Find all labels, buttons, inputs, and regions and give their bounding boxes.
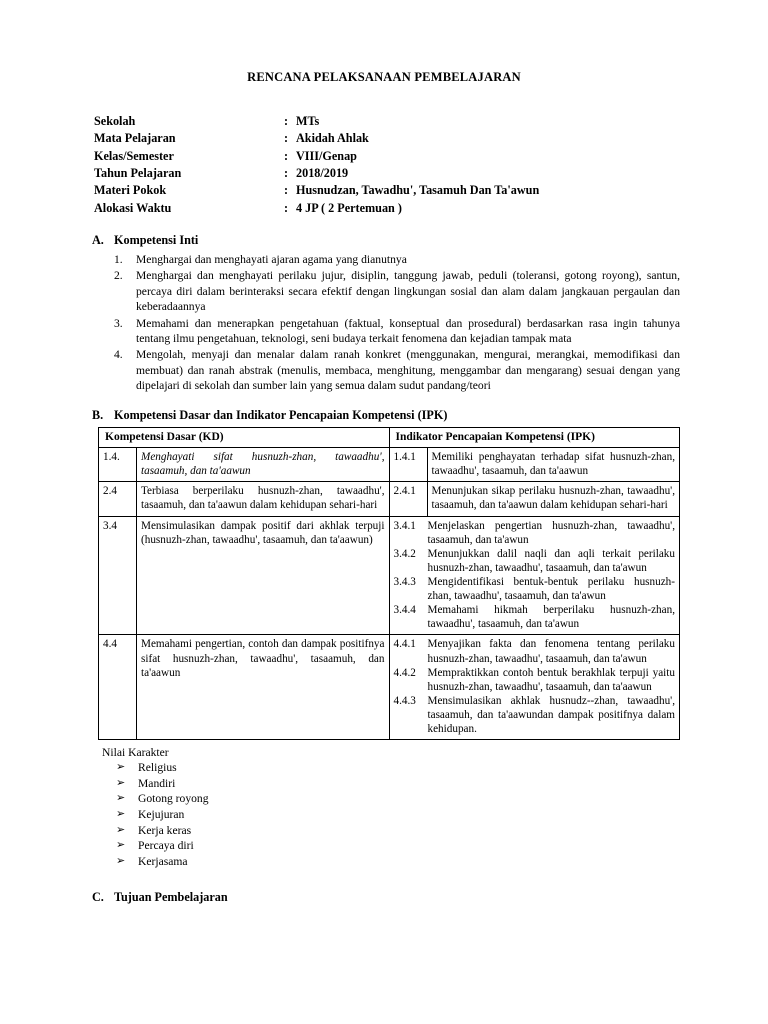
table-row <box>99 516 680 635</box>
arrow-bullet-icon: ➢ <box>116 792 126 805</box>
identity-label: Sekolah <box>94 114 136 128</box>
section-title: Tujuan Pembelajaran <box>114 889 228 904</box>
kd-text: Menghayati sifat husnuzh-zhan, tawaadhu', tasaamuh, dan ta'aawun <box>137 448 390 482</box>
ipk-text: Mengidentifikasi bentuk-bentuk perilaku husnuzh-zhan, tawaadhu', tasaamuh, dan ta'awun <box>427 575 675 603</box>
list-item <box>116 838 680 854</box>
nilai-karakter-block <box>102 746 680 869</box>
list-item <box>116 807 680 823</box>
table-row <box>99 482 680 516</box>
identity-colon: : <box>284 114 289 128</box>
ipk-item <box>394 519 676 547</box>
ipk-code: 3.4.1 <box>393 519 416 532</box>
list-item-text: Gotong royong <box>138 792 209 806</box>
kd-text: Memahami pengertian, contoh dan dampak positifnya sifat husnuzh-zhan, tawaadhu', tasaamuh, dan ta'aawun <box>137 635 390 740</box>
list-item <box>116 791 680 807</box>
list-item-text: Kejujuran <box>138 808 185 822</box>
list-item-text: Menghargai dan menghayati ajaran agama yang dianutnya <box>136 252 407 266</box>
list-item <box>114 316 680 347</box>
identity-value: Akidah Ahlak <box>296 131 369 146</box>
list-item <box>114 252 680 267</box>
kd-code: 2.4 <box>99 482 137 516</box>
identity-label: Mata Pelajaran <box>94 131 176 146</box>
list-item-number: 2. <box>114 269 123 283</box>
list-item-text: Kerja keras <box>138 823 192 837</box>
table-row <box>99 448 680 482</box>
ipk-item <box>394 637 676 665</box>
list-item <box>116 776 680 792</box>
list-item-text: Religius <box>138 761 177 775</box>
list-item-text: Percaya diri <box>138 839 194 853</box>
identity-label: Alokasi Waktu <box>94 200 172 215</box>
identity-row <box>94 130 680 147</box>
ipk-group <box>389 635 680 740</box>
arrow-bullet-icon: ➢ <box>116 761 126 774</box>
ipk-text: Mensimulasikan akhlak husnudz--zhan, tawaadhu', tasaamuh, dan ta'aawundan dampak positifnya dalam kehidupan. <box>427 694 675 736</box>
list-item <box>114 347 680 393</box>
ipk-code: 2.4.1 <box>389 482 427 516</box>
kd-text: Terbiasa berperilaku husnuzh-zhan, tawaadhu', tasaamuh, dan ta'aawun dalam kehidupan sehari-hari <box>137 482 390 516</box>
table-row <box>99 635 680 740</box>
list-item <box>114 268 680 314</box>
ipk-text: Memahami hikmah berperilaku husnuzh-zhan, tawaadhu', tasaamuh, dan ta'awun <box>427 604 675 631</box>
kd-text: Mensimulasikan dampak positif dari akhlak terpuji (husnuzh-zhan, tawaadhu', tasaamuh, dan ta'aawun) <box>137 516 390 635</box>
identity-value: Husnudzan, Tawadhu', Tasamuh Dan Ta'awun <box>296 183 540 198</box>
section-kompetensi-inti <box>88 233 680 394</box>
section-heading <box>88 890 680 905</box>
kompetensi-inti-list <box>88 252 680 394</box>
ipk-text: Menyajikan fakta dan fenomena tentang perilaku husnuzh-zhan, tawaadhu', tasaamuh, dan ta'awun <box>427 638 675 665</box>
list-item-text: Kerjasama <box>138 855 188 869</box>
list-item <box>116 760 680 776</box>
list-item-number: 3. <box>114 316 123 330</box>
ipk-text: Menunjukkan dalil naqli dan aqli terkait perilaku husnuzh-zhan, tawaadhu', tasaamuh, dan ta'awun <box>427 547 675 574</box>
ipk-text: Menjelaskan pengertian husnuzh-zhan, tawaadhu', tasaamuh, dan ta'awun <box>427 519 675 546</box>
arrow-bullet-icon: ➢ <box>116 855 126 868</box>
ipk-code: 4.4.2 <box>393 666 416 679</box>
arrow-bullet-icon: ➢ <box>116 808 126 821</box>
list-item-text: Menghargai dan menghayati perilaku jujur, disiplin, tanggung jawab, peduli (toleransi, gotong royong), santun, percaya diri dalam berinteraksi secara efektif dengan lingkungan sosial dan alam dalam jangkauan pergaulan dan keberadaannya <box>136 269 680 314</box>
identity-colon: : <box>284 200 289 215</box>
nilai-karakter-list <box>102 760 680 869</box>
identity-value: VIII/Genap <box>296 148 357 163</box>
section-title: Kompetensi Inti <box>114 232 199 247</box>
identity-row <box>94 182 680 199</box>
ipk-code: 3.4.3 <box>393 575 416 588</box>
section-title: Kompetensi Dasar dan Indikator Pencapaian Kompetensi (IPK) <box>114 407 448 422</box>
list-item-text: Memahami dan menerapkan pengetahuan (faktual, konseptual dan prosedural) berdasarkan rasa ingin tahunya tentang ilmu pengetahuan, teknologi, seni budaya terkait fenomena dan kejadian tampak mata <box>136 316 680 345</box>
ipk-text: Menunjukan sikap perilaku husnuzh-zhan, tawaadhu', tasaamuh, dan ta'aawun dalam kehidupan sehari-hari <box>427 482 680 516</box>
arrow-bullet-icon: ➢ <box>116 776 126 789</box>
identity-value: 2018/2019 <box>296 165 349 180</box>
kd-code: 4.4 <box>99 635 137 740</box>
identity-row <box>94 165 680 182</box>
identity-row <box>94 113 680 130</box>
ipk-text: Mempraktikkan contoh bentuk berakhlak terpuji yaitu husnuzh-zhan, tawaadhu', tasaamuh, dan ta'aawun <box>427 666 675 693</box>
ipk-code: 4.4.3 <box>393 694 416 707</box>
identity-colon: : <box>284 183 289 198</box>
identity-colon: : <box>284 148 289 163</box>
ipk-text: Memiliki penghayatan terhadap sifat husnuzh-zhan, tawaadhu', tasaamuh, dan ta'aawun <box>427 448 680 482</box>
list-item <box>116 823 680 839</box>
identity-row <box>94 200 680 217</box>
section-tujuan-pembelajaran <box>88 890 680 905</box>
identity-value: MTs <box>296 114 320 128</box>
identity-label: Kelas/Semester <box>94 148 174 163</box>
ipk-item <box>394 575 676 603</box>
list-item-text: Mandiri <box>138 776 176 790</box>
nilai-karakter-title: Nilai Karakter <box>102 746 169 760</box>
kd-code: 3.4 <box>99 516 137 635</box>
section-letter: C. <box>92 889 104 904</box>
ipk-item <box>394 666 676 694</box>
table-header-row <box>99 427 680 447</box>
list-item-number: 4. <box>114 348 123 362</box>
list-item-number: 1. <box>114 252 123 266</box>
list-item <box>116 854 680 870</box>
section-heading <box>88 408 680 423</box>
ipk-item <box>394 694 676 736</box>
kd-code: 1.4. <box>99 448 137 482</box>
identity-block <box>94 113 680 217</box>
identity-colon: : <box>284 165 289 180</box>
arrow-bullet-icon: ➢ <box>116 823 126 836</box>
column-header-ipk: Indikator Pencapaian Kompetensi (IPK) <box>389 427 680 447</box>
page-title: RENCANA PELAKSANAAN PEMBELAJARAN <box>247 70 521 84</box>
section-letter: A. <box>92 232 104 247</box>
ipk-item <box>394 547 676 575</box>
list-item-text: Mengolah, menyaji dan menalar dalam ranah konkret (menggunakan, mengurai, merangkai, memodifikasi dan membuat) dan ranah abstrak (menulis, membaca, menghitung, menggambar dan mengarang) sesuai dengan yang dipelajari di sekolah dan sumber lain yang semua dalam sudut pandang/teori <box>136 348 680 393</box>
ipk-code: 4.4.1 <box>393 638 416 651</box>
section-letter: B. <box>92 407 104 422</box>
ipk-code: 3.4.4 <box>393 604 416 617</box>
identity-label: Tahun Pelajaran <box>94 165 182 180</box>
ipk-item <box>394 603 676 631</box>
column-header-kd: Kompetensi Dasar (KD) <box>99 427 390 447</box>
section-heading <box>88 233 680 248</box>
identity-label: Materi Pokok <box>94 183 167 198</box>
arrow-bullet-icon: ➢ <box>116 839 126 852</box>
ipk-code: 1.4.1 <box>389 448 427 482</box>
ipk-group <box>389 516 680 635</box>
section-kompetensi-dasar <box>88 408 680 870</box>
identity-value: 4 JP ( 2 Pertemuan ) <box>296 200 402 215</box>
kd-ipk-table <box>98 427 680 741</box>
identity-row <box>94 148 680 165</box>
ipk-code: 3.4.2 <box>393 547 416 560</box>
identity-colon: : <box>284 131 289 146</box>
